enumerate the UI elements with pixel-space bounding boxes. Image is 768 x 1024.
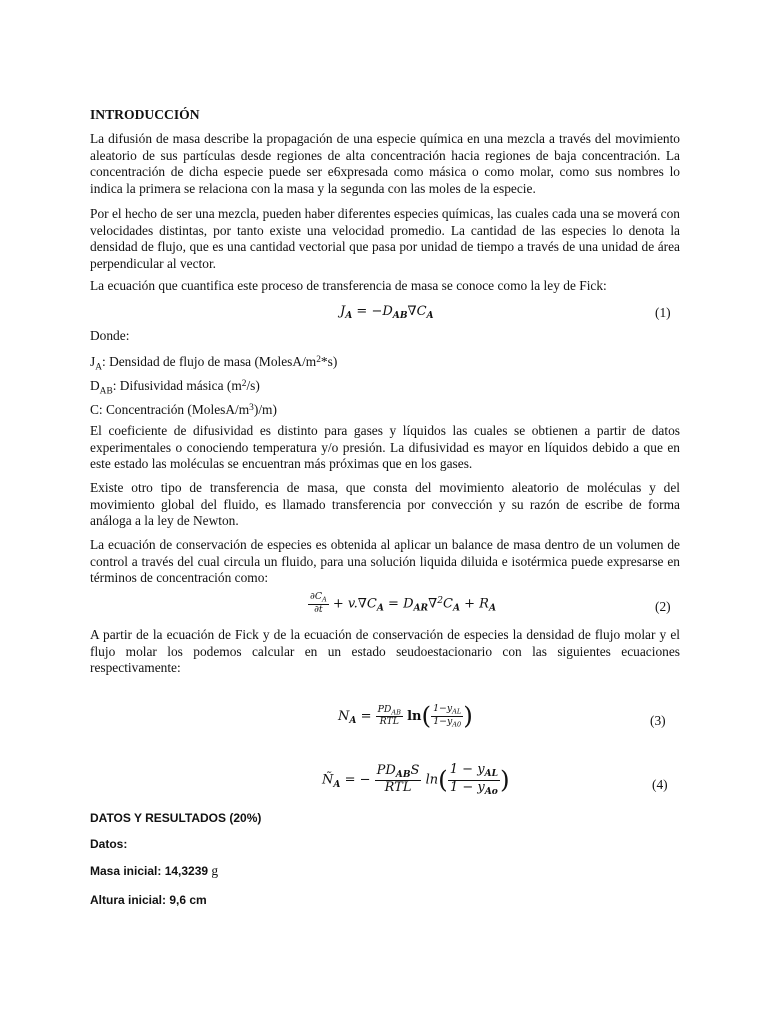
equation-number-3: (3) <box>650 713 666 728</box>
section-heading: INTRODUCCIÓN <box>90 107 200 122</box>
definition-c: C: Concentración $(MolesA/m^3)/m$) <box>90 402 277 418</box>
equation-fick: $J_A = -D_{AB}\nabla C_A$ <box>340 304 434 322</box>
paragraph-6: La ecuación de conservación de especies es obtenida al aplicar un balance de masa dentro de un volumen de control a través del cual circula un fluido, para una solución liquida diluida e isotérmica puede expresarse en términos de concentración como: <box>90 537 680 586</box>
paragraph-7: A partir de la ecuación de Fick y de la ecuación de conservación de especies la densidad de flujo molar y el flujo molar los podemos calcular en un estado seudoestacionario con las siguientes ecuaciones respectivamente: <box>90 627 680 676</box>
results-heading: DATOS Y RESULTADOS (20%) <box>90 811 262 825</box>
paragraph-5: Existe otro tipo de transferencia de masa, que consta del movimiento aleatorio de moléculas y del movimiento global del fluido, es llamado transferencia por convección y su razón de escribe de forma análoga a la ley de Newton. <box>90 480 680 529</box>
masa-inicial: Masa inicial: 14,3239 g <box>90 863 219 878</box>
paragraph-1: La difusión de masa describe la propagación de una especie química en una mezcla a través del movimiento aleatorio de sus partículas desde regiones de alta concentración hacia regiones de baja concentración. La concentración de dicha especie puede ser e6xpresada como másica o como molar, como sus nombres lo indica la primera se relaciona con la masa y la segunda con las moles de la especie. <box>90 131 680 196</box>
equation-number-2: (2) <box>655 599 671 614</box>
definition-dab: $D_{AB}$: Difusividad másica $(m^2/s)$ <box>90 378 260 397</box>
definition-ja: $J_A$: Densidad de flujo de masa $(MolesA/m^2*s)$ <box>90 354 338 373</box>
donde-label: Donde: <box>90 328 130 343</box>
equation-molar-flow: $Ñ_A$ = − $\frac{PD_{AB}S}{\text{RTL}}$ ln( $\frac{1 - y_{AL}}{1 - y_{Ao}}$ ) <box>322 762 510 797</box>
equation-number-1: (1) <box>655 305 671 320</box>
equation-molar-flux-density: $N_A$ = $\frac{PD_{AB}}{\text{RTL}}$ ln( $\frac{1-y_{AL}}{1-y_{A0}}$ ) <box>338 701 473 730</box>
paragraph-4: El coeficiente de difusividad es distinto para gases y líquidos las cuales se obtienen a partir de datos experimentales o conociendo temperatura y/o presión. La difusividad es mayor en líquidos debido a que en este estado las moléculas se encuentran más próximas que en los gases. <box>90 423 680 472</box>
datos-label: Datos: <box>90 837 128 851</box>
equation-conservation: $\frac{\partial C_A}{\partial t}$ + $v.\nabla C_A = D_{AR}\nabla^2C_A + R_A$ <box>310 591 497 615</box>
altura-inicial: Altura inicial: 9,6 cm <box>90 893 207 907</box>
equation-number-4: (4) <box>652 777 668 792</box>
paragraph-2: Por el hecho de ser una mezcla, pueden haber diferentes especies químicas, las cuales cada una se moverá con velocidades distintas, por tanto existe una velocidad promedio. La cantidad de las especies lo denota la densidad de flujo, que es una cantidad vectorial que pasa por unidad de tiempo a través de una unidad de área perpendicular al vector. <box>90 206 680 271</box>
paragraph-3: La ecuación que cuantifica este proceso de transferencia de masa se conoce como la ley de Fick: <box>90 278 607 293</box>
